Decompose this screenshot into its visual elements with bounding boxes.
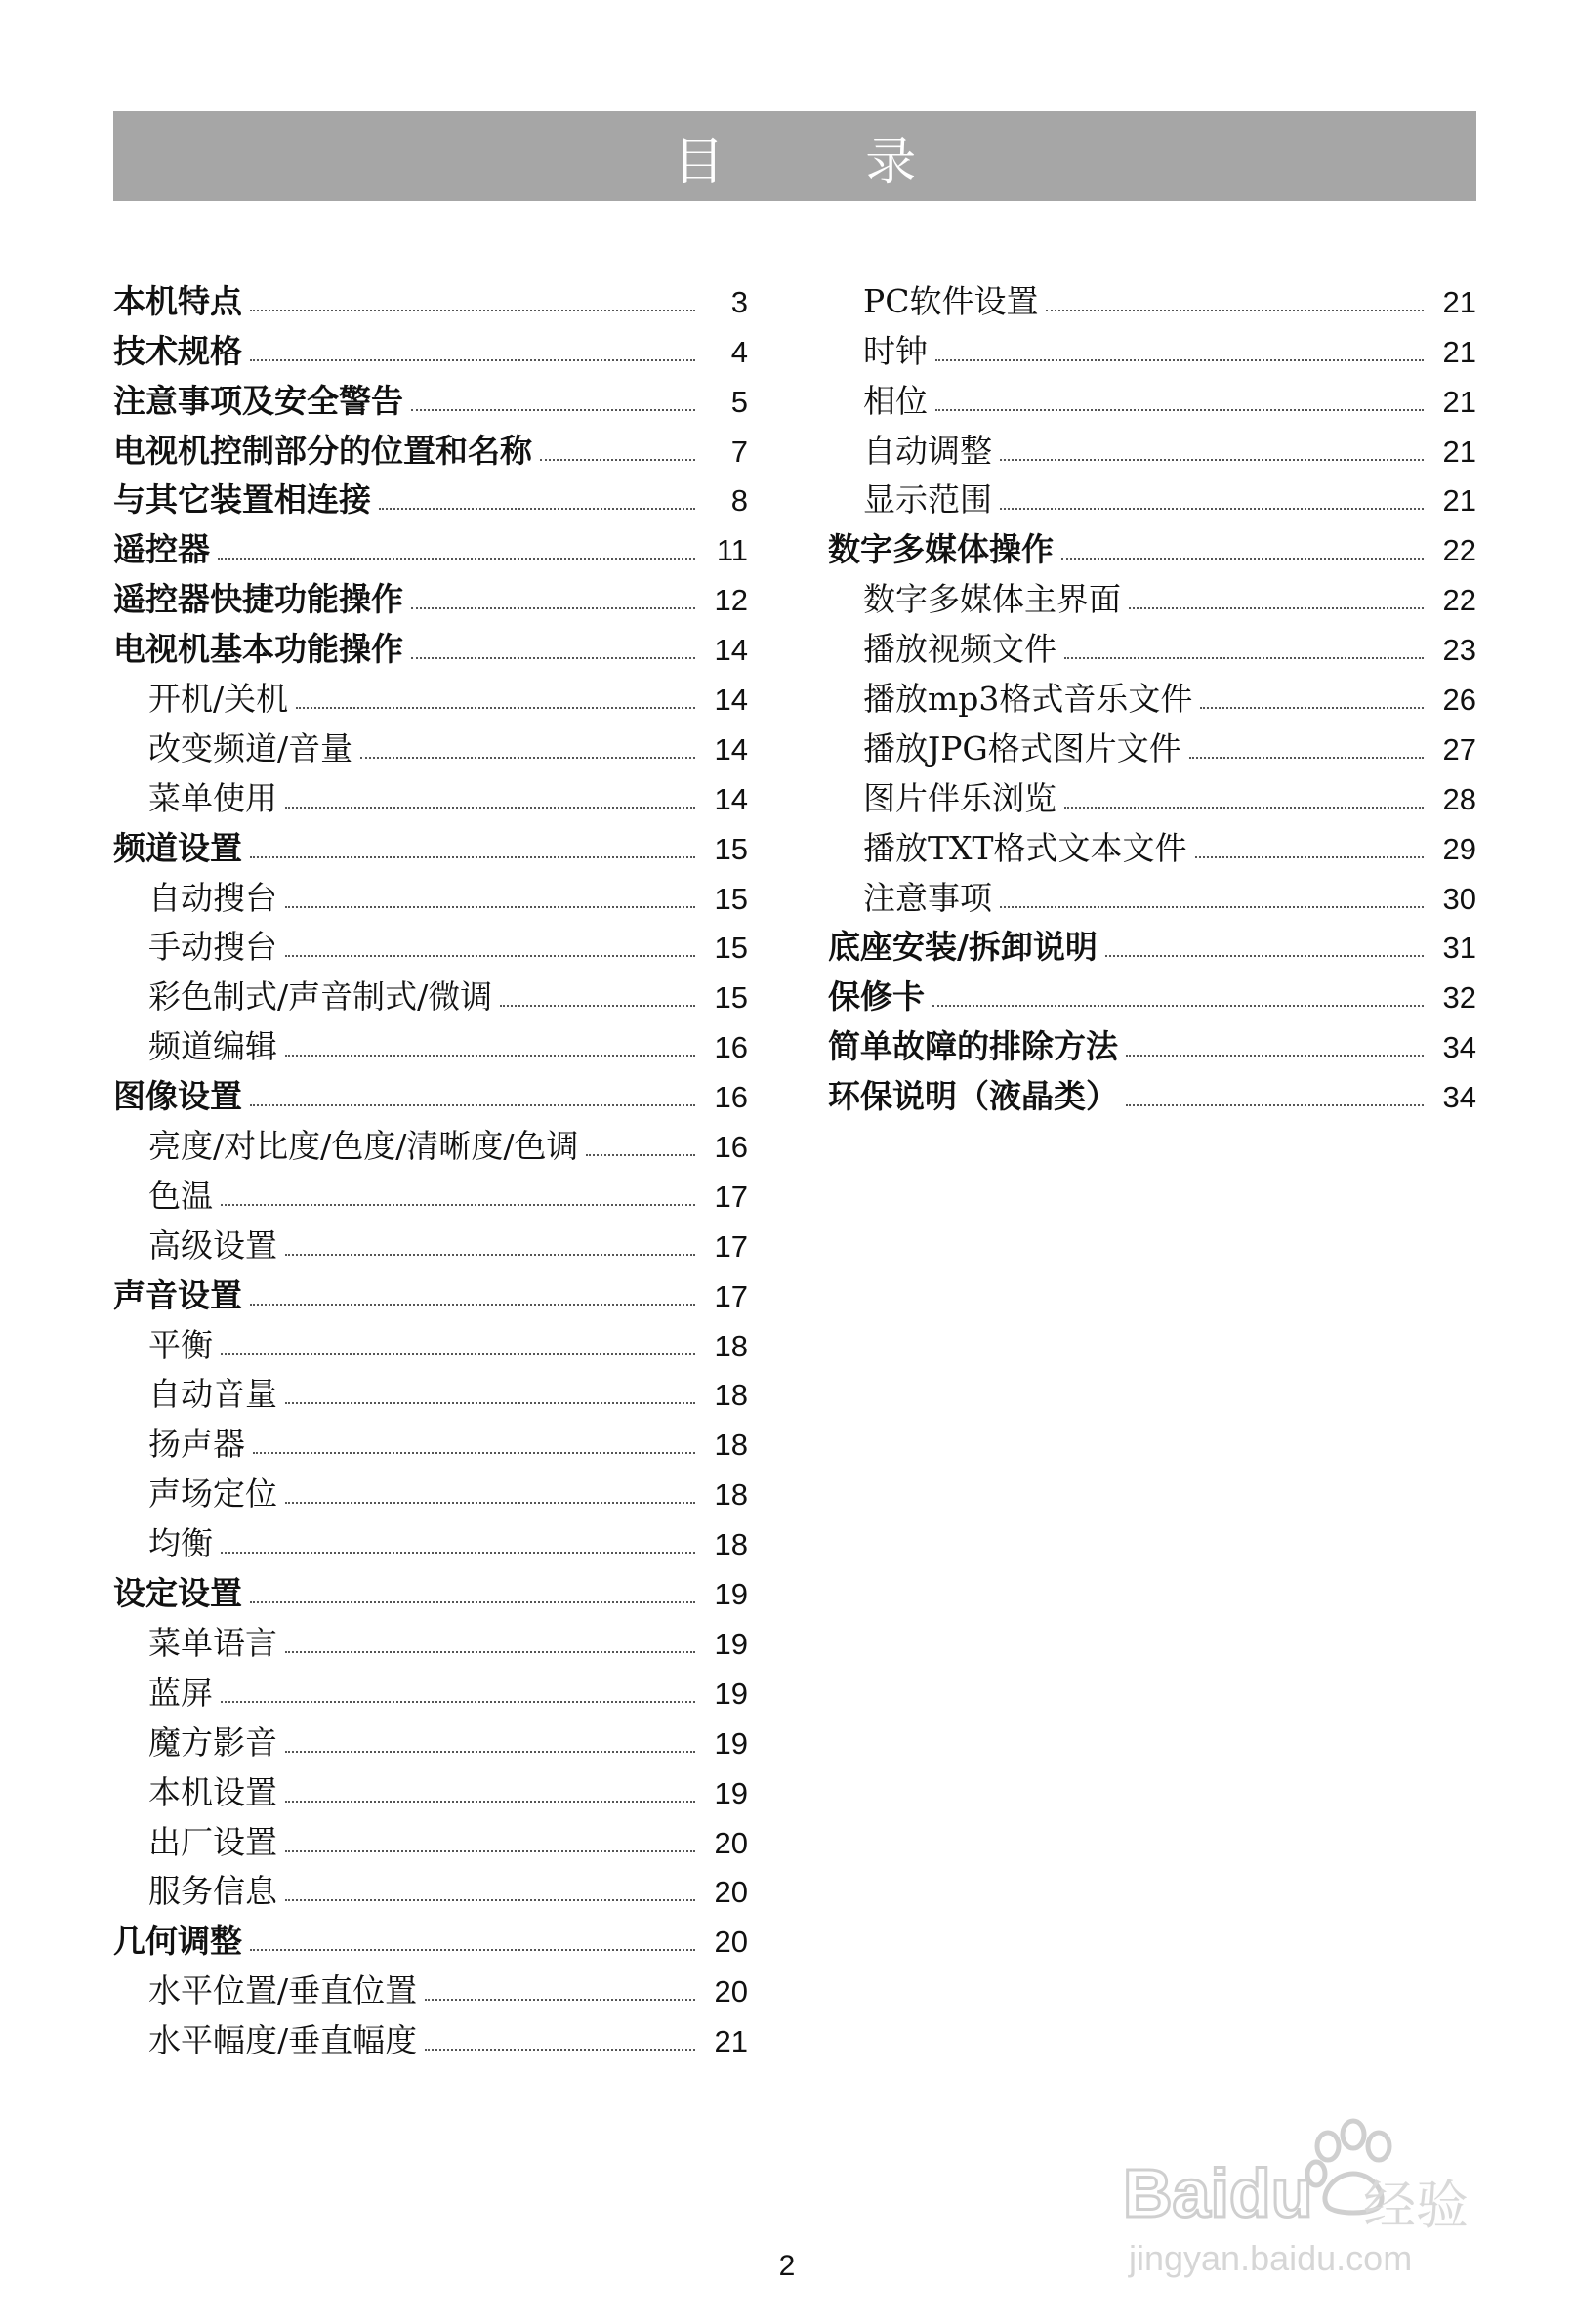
toc-entry-label: 设定设置 bbox=[113, 1574, 242, 1613]
toc-entry-label: 高级设置 bbox=[148, 1225, 277, 1265]
toc-title: 目 录 bbox=[113, 111, 1476, 201]
toc-dot-leader bbox=[586, 1154, 695, 1156]
toc-entry-page: 4 bbox=[730, 334, 748, 369]
baidu-watermark bbox=[1123, 2117, 1504, 2283]
toc-entry-label: 自动调整 bbox=[863, 431, 992, 470]
toc-dot-leader bbox=[1061, 558, 1424, 560]
toc-dot-leader bbox=[411, 409, 695, 411]
toc-entry bbox=[828, 565, 1476, 619]
toc-dot-leader bbox=[500, 1005, 695, 1007]
toc-entry bbox=[113, 1858, 748, 1911]
toc-entry-label: 播放TXT格式文本文件 bbox=[863, 828, 1187, 867]
toc-dot-leader bbox=[285, 1801, 695, 1803]
toc-entry-label: 技术规格 bbox=[113, 331, 242, 370]
toc-entry-page: 32 bbox=[1442, 980, 1476, 1016]
toc-entry-page: 17 bbox=[714, 1278, 748, 1313]
toc-dot-leader bbox=[250, 856, 695, 858]
toc-entry-page: 17 bbox=[714, 1228, 748, 1264]
toc-entry bbox=[828, 864, 1476, 917]
toc-entry-page: 20 bbox=[714, 1974, 748, 2010]
toc-entry-label: 数字多媒体操作 bbox=[828, 530, 1054, 569]
toc-dot-leader bbox=[285, 1502, 695, 1504]
toc-entry-label: 播放JPG格式图片文件 bbox=[863, 728, 1181, 768]
toc-entry-label: 扬声器 bbox=[148, 1425, 245, 1464]
toc-entry bbox=[828, 467, 1476, 517]
toc-dot-leader bbox=[221, 1353, 695, 1355]
watermark-brand-cn: 经验 bbox=[1363, 2175, 1469, 2236]
toc-entry-label: 自动音量 bbox=[148, 1375, 277, 1414]
toc-dot-leader bbox=[285, 1850, 695, 1852]
toc-entry bbox=[113, 1460, 748, 1514]
toc-entry-page: 26 bbox=[1442, 683, 1476, 718]
toc-entry bbox=[828, 665, 1476, 719]
toc-entry-label: 遥控器 bbox=[113, 530, 210, 569]
toc-entry-page: 7 bbox=[730, 434, 748, 469]
toc-entry bbox=[828, 417, 1476, 470]
toc-entry bbox=[113, 1659, 748, 1712]
toc-entry bbox=[113, 814, 748, 867]
toc-dot-leader bbox=[1105, 955, 1424, 957]
toc-entry-label: 频道设置 bbox=[113, 828, 242, 867]
toc-entry bbox=[113, 1808, 748, 1861]
toc-entry bbox=[113, 715, 748, 768]
toc-entry bbox=[828, 367, 1476, 420]
toc-entry-label: 播放mp3格式音乐文件 bbox=[863, 680, 1193, 719]
toc-entry-label: 频道编辑 bbox=[148, 1027, 277, 1066]
toc-entry-label: 播放视频文件 bbox=[863, 630, 1056, 669]
toc-entry-page: 14 bbox=[714, 731, 748, 767]
toc-entry bbox=[113, 963, 748, 1017]
toc-entry-label: 显示范围 bbox=[863, 480, 992, 519]
toc-dot-leader bbox=[253, 1452, 695, 1454]
toc-entry-page: 23 bbox=[1442, 633, 1476, 668]
toc-entry-page: 31 bbox=[1442, 931, 1476, 966]
toc-entry-page: 21 bbox=[1442, 384, 1476, 419]
toc-entry bbox=[113, 467, 748, 517]
toc-entry bbox=[113, 1262, 748, 1314]
toc-entry bbox=[828, 1062, 1476, 1116]
toc-dot-leader bbox=[360, 757, 695, 759]
page-number: 2 bbox=[778, 2250, 796, 2282]
toc-entry-page: 15 bbox=[714, 931, 748, 966]
toc-entry-page: 17 bbox=[714, 1179, 748, 1214]
toc-entry bbox=[113, 565, 748, 619]
toc-dot-leader bbox=[1064, 657, 1424, 659]
toc-entry-page: 18 bbox=[714, 1527, 748, 1562]
toc-entry-page: 22 bbox=[1442, 583, 1476, 618]
toc-entry-page: 30 bbox=[1442, 881, 1476, 916]
toc-dot-leader bbox=[250, 1601, 695, 1603]
toc-dot-leader bbox=[250, 310, 695, 311]
toc-dot-leader bbox=[221, 1701, 695, 1703]
toc-entry bbox=[113, 765, 748, 817]
toc-entry-label: PC软件设置 bbox=[863, 281, 1039, 320]
toc-entry-label: 声场定位 bbox=[148, 1474, 277, 1514]
toc-entry bbox=[113, 1062, 748, 1116]
toc-entry-page: 20 bbox=[714, 1875, 748, 1910]
toc-entry-page: 19 bbox=[714, 1676, 748, 1711]
toc-dot-leader bbox=[1000, 906, 1424, 908]
toc-dot-leader bbox=[285, 1055, 695, 1057]
toc-entry bbox=[113, 1759, 748, 1811]
toc-entry-label: 电视机控制部分的位置和名称 bbox=[113, 431, 532, 470]
toc-entry-label: 亮度/对比度/色度/清晰度/色调 bbox=[148, 1127, 579, 1166]
toc-entry-page: 21 bbox=[1442, 434, 1476, 469]
toc-entry bbox=[113, 268, 748, 320]
toc-dot-leader bbox=[296, 707, 695, 709]
toc-dot-leader bbox=[221, 1552, 695, 1554]
toc-dot-leader bbox=[425, 2049, 695, 2051]
toc-entry-label: 与其它装置相连接 bbox=[113, 480, 371, 519]
toc-entry-page: 21 bbox=[1442, 284, 1476, 319]
toc-entry-page: 18 bbox=[714, 1477, 748, 1513]
toc-entry-page: 27 bbox=[1442, 731, 1476, 767]
toc-dot-leader bbox=[285, 1254, 695, 1256]
toc-entry-page: 18 bbox=[714, 1378, 748, 1413]
toc-entry bbox=[113, 1112, 748, 1166]
toc-entry-label: 魔方影音 bbox=[148, 1722, 277, 1762]
toc-entry bbox=[113, 665, 748, 719]
toc-entry-page: 19 bbox=[714, 1775, 748, 1810]
toc-entry-label: 彩色制式/声音制式/微调 bbox=[148, 977, 493, 1017]
toc-entry-label: 简单故障的排除方法 bbox=[828, 1027, 1118, 1066]
toc-entry-label: 本机特点 bbox=[113, 281, 242, 320]
toc-entry bbox=[113, 864, 748, 917]
toc-entry-page: 22 bbox=[1442, 533, 1476, 568]
toc-entry bbox=[828, 715, 1476, 768]
toc-dot-leader bbox=[1046, 310, 1424, 311]
toc-entry bbox=[113, 1410, 748, 1464]
toc-entry-page: 34 bbox=[1442, 1080, 1476, 1115]
toc-entry-page: 3 bbox=[730, 284, 748, 319]
toc-entry bbox=[828, 765, 1476, 817]
toc-entry-label: 蓝屏 bbox=[148, 1673, 213, 1712]
toc-entry-page: 11 bbox=[716, 533, 748, 568]
toc-entry-page: 16 bbox=[714, 1030, 748, 1065]
toc-dot-leader bbox=[285, 807, 695, 809]
toc-dot-leader bbox=[935, 359, 1424, 361]
toc-entry bbox=[113, 516, 748, 569]
toc-dot-leader bbox=[250, 1104, 695, 1106]
toc-entry-page: 20 bbox=[714, 1925, 748, 1960]
toc-entry-page: 21 bbox=[1442, 334, 1476, 369]
toc-entry-page: 5 bbox=[730, 384, 748, 419]
toc-entry-label: 注意事项 bbox=[863, 878, 992, 917]
toc-entry bbox=[828, 814, 1476, 867]
toc-entry bbox=[113, 2007, 748, 2060]
toc-entry bbox=[113, 417, 748, 470]
toc-entry bbox=[828, 268, 1476, 320]
watermark-brand: Baidu bbox=[1123, 2155, 1313, 2231]
toc-dot-leader bbox=[285, 955, 695, 957]
toc-entry-label: 水平幅度/垂直幅度 bbox=[148, 2021, 418, 2060]
toc-dot-leader bbox=[379, 508, 695, 510]
toc-dot-leader bbox=[1000, 459, 1424, 461]
toc-entry-page: 14 bbox=[714, 633, 748, 668]
toc-entry-page: 15 bbox=[714, 831, 748, 866]
toc-entry-page: 18 bbox=[714, 1328, 748, 1363]
toc-entry-label: 开机/关机 bbox=[148, 680, 289, 719]
toc-entry bbox=[113, 1907, 748, 1961]
toc-entry bbox=[113, 615, 748, 669]
toc-entry-page: 14 bbox=[714, 683, 748, 718]
toc-dot-leader bbox=[540, 459, 695, 461]
toc-entry-page: 12 bbox=[714, 583, 748, 618]
toc-dot-leader bbox=[1000, 508, 1424, 510]
toc-entry bbox=[113, 1510, 748, 1563]
toc-dot-leader bbox=[935, 409, 1424, 411]
toc-entry bbox=[113, 1013, 748, 1066]
toc-dot-leader bbox=[285, 1402, 695, 1404]
toc-entry-page: 16 bbox=[714, 1080, 748, 1115]
toc-entry bbox=[113, 1957, 748, 2011]
toc-entry bbox=[113, 1361, 748, 1414]
watermark-url: jingyan.baidu.com bbox=[1129, 2238, 1413, 2278]
toc-dot-leader bbox=[250, 1304, 695, 1306]
toc-entry-label: 菜单使用 bbox=[148, 778, 277, 817]
toc-dot-leader bbox=[1200, 707, 1424, 709]
toc-entry-label: 图片伴乐浏览 bbox=[863, 778, 1056, 817]
toc-entry-label: 菜单语言 bbox=[148, 1623, 277, 1662]
toc-entry-label: 注意事项及安全警告 bbox=[113, 381, 403, 420]
toc-dot-leader bbox=[285, 906, 695, 908]
toc-entry bbox=[113, 317, 748, 370]
toc-dot-leader bbox=[1064, 807, 1424, 809]
toc-entry-page: 19 bbox=[714, 1725, 748, 1761]
toc-dot-leader bbox=[1195, 856, 1424, 858]
toc-entry-page: 16 bbox=[714, 1130, 748, 1165]
toc-entry bbox=[113, 1212, 748, 1265]
toc-entry-page: 21 bbox=[714, 2024, 748, 2059]
toc-entry-page: 18 bbox=[714, 1428, 748, 1463]
toc-dot-leader bbox=[285, 1899, 695, 1901]
toc-entry-label: 底座安装/拆卸说明 bbox=[828, 928, 1098, 967]
toc-entry-label: 均衡 bbox=[148, 1524, 213, 1563]
toc-entry-label: 数字多媒体主界面 bbox=[863, 580, 1121, 619]
toc-entry-label: 出厂设置 bbox=[148, 1822, 277, 1861]
toc-entry bbox=[113, 367, 748, 420]
toc-left-column bbox=[113, 268, 748, 2060]
toc-dot-leader bbox=[1126, 1104, 1424, 1106]
toc-entry-label: 声音设置 bbox=[113, 1275, 242, 1314]
toc-entry bbox=[828, 914, 1476, 967]
toc-entry-page: 19 bbox=[714, 1626, 748, 1661]
toc-dot-leader bbox=[285, 1651, 695, 1653]
toc-entry-label: 改变频道/音量 bbox=[148, 728, 353, 768]
toc-dot-leader bbox=[411, 607, 695, 609]
toc-entry-label: 电视机基本功能操作 bbox=[113, 630, 403, 669]
toc-dot-leader bbox=[425, 1999, 695, 2001]
toc-entry bbox=[113, 1709, 748, 1762]
toc-entry bbox=[113, 1609, 748, 1662]
toc-entry-label: 水平位置/垂直位置 bbox=[148, 1971, 418, 2011]
toc-entry-page: 21 bbox=[1442, 483, 1476, 519]
toc-entry-label: 服务信息 bbox=[148, 1872, 277, 1911]
toc-dot-leader bbox=[250, 1949, 695, 1951]
toc-entry bbox=[113, 1162, 748, 1215]
toc-entry-label: 本机设置 bbox=[148, 1772, 277, 1811]
toc-dot-leader bbox=[285, 1751, 695, 1753]
toc-dot-leader bbox=[250, 359, 695, 361]
toc-entry bbox=[828, 963, 1476, 1017]
toc-entry-page: 14 bbox=[714, 781, 748, 816]
toc-entry-label: 保修卡 bbox=[828, 977, 925, 1017]
toc-entry-label: 自动搜台 bbox=[148, 878, 277, 917]
toc-entry-page: 20 bbox=[714, 1825, 748, 1860]
toc-dot-leader bbox=[932, 1005, 1424, 1007]
toc-entry-page: 8 bbox=[730, 483, 748, 519]
toc-entry bbox=[828, 516, 1476, 569]
toc-entry-page: 34 bbox=[1442, 1030, 1476, 1065]
toc-entry-label: 遥控器快捷功能操作 bbox=[113, 580, 403, 619]
toc-entry-page: 15 bbox=[714, 881, 748, 916]
toc-right-column bbox=[828, 268, 1476, 1116]
toc-dot-leader bbox=[218, 558, 695, 560]
toc-entry-label: 平衡 bbox=[148, 1325, 213, 1364]
toc-entry-label: 图像设置 bbox=[113, 1077, 242, 1116]
toc-entry bbox=[828, 317, 1476, 370]
toc-entry bbox=[113, 1311, 748, 1364]
toc-entry-page: 29 bbox=[1442, 831, 1476, 866]
toc-entry-label: 时钟 bbox=[863, 331, 928, 370]
toc-entry-page: 15 bbox=[714, 980, 748, 1016]
toc-entry bbox=[828, 615, 1476, 669]
toc-entry bbox=[113, 1559, 748, 1613]
toc-entry bbox=[828, 1013, 1476, 1066]
toc-entry-page: 28 bbox=[1442, 781, 1476, 816]
toc-dot-leader bbox=[1129, 607, 1424, 609]
toc-dot-leader bbox=[1189, 757, 1424, 759]
toc-entry-label: 色温 bbox=[148, 1176, 213, 1215]
toc-dot-leader bbox=[1126, 1055, 1424, 1057]
toc-dot-leader bbox=[221, 1204, 695, 1206]
toc-entry-label: 相位 bbox=[863, 381, 928, 420]
toc-dot-leader bbox=[411, 657, 695, 659]
toc-entry-label: 环保说明（液晶类） bbox=[828, 1077, 1118, 1116]
toc-entry-page: 19 bbox=[714, 1577, 748, 1612]
toc-entry bbox=[113, 914, 748, 967]
toc-entry-label: 几何调整 bbox=[113, 1922, 242, 1961]
toc-entry-label: 手动搜台 bbox=[148, 928, 277, 967]
